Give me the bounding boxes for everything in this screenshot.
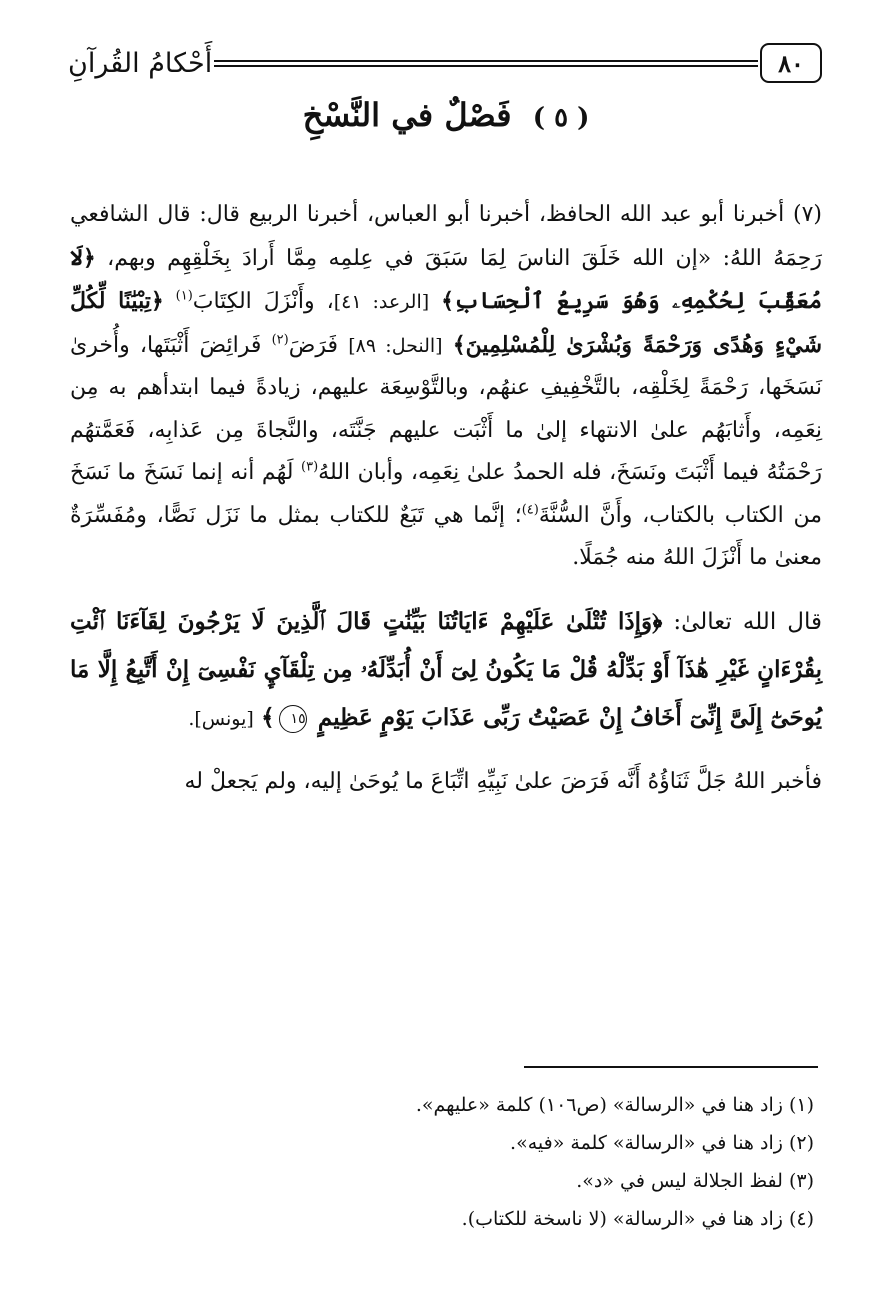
narration-text: فَرَضَ (288, 332, 338, 358)
footnotes (80, 1086, 814, 1238)
paragraph-narration (70, 194, 822, 580)
verse-reference-raad: [الرعد: ٤١] (333, 291, 430, 313)
ayah-number-marker: ١٥ (279, 705, 307, 733)
narration-text: لَهُم أنه إنما نَسَخَ ما نَسَخَ من الكتاب بالكتاب، وأَنَّ السُّنَّةَ (70, 460, 822, 528)
quran-quote-yunus: ﴿وَإِذَا تُتْلَىٰ عَلَيْهِمْ ءَايَاتُنَا بَيِّنَٰتٍ قَالَ ٱلَّذِينَ لَا يَرْجُونَ لِقَآءَنَا ٱئْتِ بِقُرْءَانٍ غَيْرِ هَٰذَآ أَوْ بَدِّلْهُ قُلْ مَا يَكُونُ لِىٓ أَنْ أُبَدِّلَهُۥ مِن تِلْقَآيِٕ نَفْسِىٓ إِنْ أَتَّبِعُ إِلَّا مَا يُوحَىٰٓ إِلَىَّ إِنِّىٓ أَخَافُ إِنْ عَصَيْتُ رَبِّى عَذَابَ يَوْمٍ عَظِيمٍ (70, 607, 822, 731)
footnote-2: (٢) زاد هنا في «الرسالة» كلمة «فيه». (510, 1132, 814, 1154)
narration-text: ، وأَنْزَلَ الكِتَابَ (192, 289, 334, 314)
header-double-rule (214, 60, 758, 67)
footnote-3: (٣) لفظ الجلالة ليس في «د». (576, 1170, 814, 1192)
narration-text: فَرائِضَ أَثْبَتَها، وأُخرىٰ نَسَخَها، رَحْمَةً لِخَلْقِه، بالتَّخْفِيفِ عنهُم، وبالتَّوْسِعَة عليهم، زيادةً فيما ابتدأهم به مِن نِعَمِه، وأَثابَهُم علىٰ الانتهاء إلىٰ ما أَثْبَت عليهم جَنَّتَه، والنَّجاةَ مِن عَذابِه، فَعَمَّتهُم رَحْمَتُهُ فيما أَثْبَتَ ونَسَخَ، فله الحمدُ علىٰ نِعَمِه، وأبان اللهُ (70, 332, 822, 485)
running-header (64, 38, 822, 88)
quran-quote-raad: ﴿لَا مُعَقِّبَ لِحُكْمِهِۦ وَهُوَ سَرِيعُ ٱلْحِسَابِ﴾ (70, 244, 822, 314)
narration-intro: (٧) أخبرنا أبو عبد الله الحافظ، أخبرنا أبو العباس، أخبرنا الربيع قال: قال الشافعي رَحِمَهُ اللهُ: «إن الله خَلَقَ الناسَ لِمَا سَبَقَ في عِلمِه مِمَّا أَرادَ بِخَلْقِهِم وبهم، (70, 202, 822, 271)
paragraph-verse (70, 598, 822, 743)
page-number-box (760, 43, 822, 83)
main-text (70, 194, 822, 803)
running-title: أَحْكامُ القُرآنِ (68, 47, 213, 79)
footnote-marker-4[interactable]: (٤) (521, 502, 539, 518)
section-number: ( ٥ ) (532, 103, 590, 133)
narration-text: ؛ إنَّما هي تَبَعٌ للكتاب بمثل ما نَزَل نَصًّا، ومُفَسِّرَةٌ معنىٰ ما أَنْزَلَ اللهُ منه جُمَلًا. (70, 502, 822, 570)
verse-reference-nahl: [النحل: ٨٩] (348, 334, 443, 357)
quran-quote-nahl: ﴿تِبْيَٰنًا لِّكُلِّ شَيْءٍ وَهُدًى وَرَحْمَةً وَبُشْرَىٰ لِلْمُسْلِمِينَ﴾ (70, 288, 823, 358)
footnote-marker-1[interactable]: (١) (175, 288, 193, 304)
paragraph-conclusion: فأخبر اللهُ جَلَّ ثَنَاؤُهُ أَنَّه فَرَضَ علىٰ نَبِيِّهِ اتِّبَاعَ ما يُوحَىٰ إليه، ولم يَجعلْ له (184, 768, 822, 794)
footnote-marker-2[interactable]: (٢) (271, 332, 289, 348)
footnote-marker-3[interactable]: (٣) (301, 459, 319, 475)
footnote-separator (524, 1066, 818, 1068)
footnote-1: (١) زاد هنا في «الرسالة» (ص١٠٦) كلمة «عليهم». (415, 1094, 814, 1116)
verse-reference-yunus: [يونس]. (188, 707, 254, 730)
verse-intro: قال الله تعالىٰ: (673, 608, 822, 635)
section-title: فَصْلٌ في النَّسْخِ (302, 96, 512, 134)
page-number: ٨٠ (778, 48, 804, 78)
footnote-4: (٤) زاد هنا في «الرسالة» (لا ناسخة للكتاب). (461, 1208, 814, 1230)
section-heading (0, 96, 892, 134)
quran-closing-bracket: ﴾ (261, 703, 275, 731)
